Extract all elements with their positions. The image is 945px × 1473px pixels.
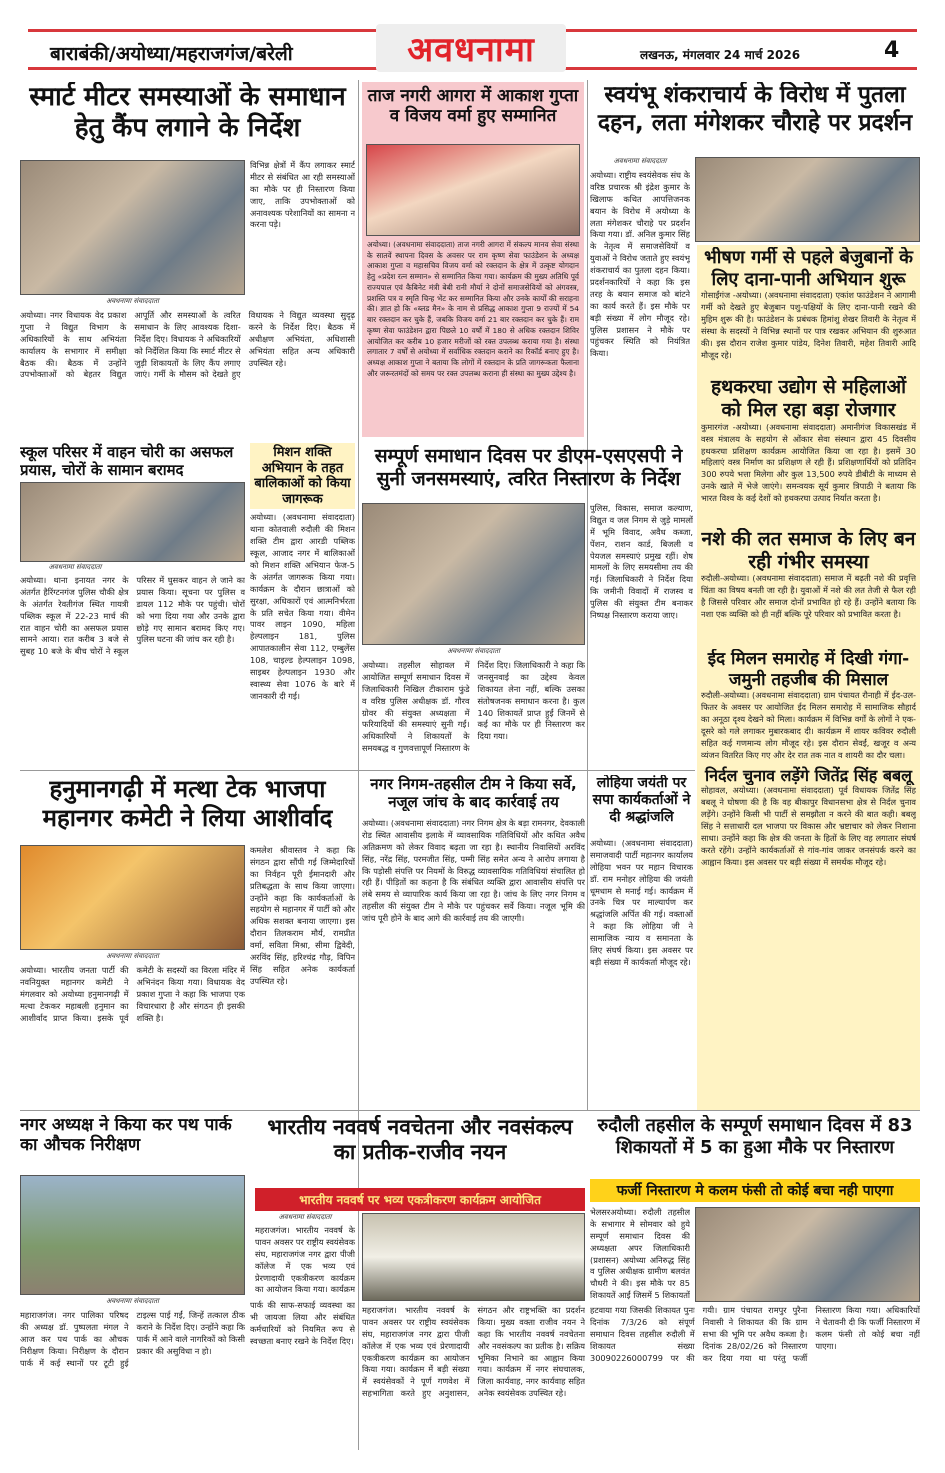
headline-taj: ताज नगरी आगरा में आकाश गुप्ता व विजय वर्मा हुए सम्मानित <box>367 86 579 127</box>
headline-nasha: नशे की लत समाज के लिए बन रही गंभीर समस्या <box>701 527 916 573</box>
headline-samadhan-diwas: सम्पूर्ण समाधान दिवस पर डीएम-एसएसपी ने सुनी जनसमस्याएं, त्वरित निस्तारण के निर्देश <box>374 445 683 490</box>
right-column-briefs <box>697 245 920 1110</box>
byline: अवधनामा संवाददाता <box>278 1213 332 1221</box>
photo-park-inspection <box>20 1175 245 1295</box>
article-side-park: पार्क की साफ-सफाई व्यवस्था का भी जायजा लिया और संबंधित कर्मचारियों को नियमित रूप से स्वच्छता बनाए रखने के निर्देश दिए। <box>250 1300 355 1346</box>
article-side-text: विभिन्न क्षेत्रों में कैंप लगाकर स्मार्ट मीटर से संबंधित आ रही समस्याओं का मौके पर ही निस्तारण किया जाए, ताकि उपभोक्ताओं को अनावश्यक परेशानियों का सामना न करना पड़े। <box>250 160 355 230</box>
photo-award-ceremony <box>366 144 580 236</box>
headline-school-theft: स्कूल परिसर में वाहन चोरी का असफल प्रयास, चोरों के सामान बरामद <box>20 443 234 479</box>
article-body-nazul: अयोध्या। (अवधनामा संवाददाता) नगर निगम क्षेत्र के बड़ा रामनगर, देवकाली रोड स्थित आवासीय इलाके में व्यावसायिक गतिविधियों और कथित अवैध अतिक्रमण को लेकर विवाद बढ़ता जा रहा है। स्थानीय निवासियों अरविंद सिंह, नरेंद्र सिंह, परमजीत सिंह, पम्मी सिंह समेत अन्य ने आरोप लगाया है कि पड़ोसी संपत्ति पर नियमों के विरुद्ध व्यावसायिक गतिविधियां संचालित हो रही हैं। पीड़ितों का कहना है कि संबंधित व्यक्ति द्वारा आवासीय संपत्ति पर लंबे समय से व्यापारिक कार्य किया जा रहा है। जांच के लिए नगर निगम व तहसील की संयुक्त टीम ने मौके पर पहुंचकर सर्वे किया। नजूल भूमि की जांच पूरी होने के बाद आगे की कार्रवाई तय की जाएगी। <box>362 818 585 924</box>
photo-tehsil-meeting <box>695 1207 920 1302</box>
photo-credit: अवधनामा संवाददाता <box>48 563 102 571</box>
article-side-hanuman: कमलेश श्रीवास्तव ने कहा कि संगठन द्वारा सौंपी गई जिम्मेदारियों का निर्वहन पूरी ईमानदारी और प्रतिबद्धता के साथ किया जाएगा। उन्होंने कहा कि कार्यकर्ताओं के सहयोग से महानगर में पार्टी को और अधिक सशक्त बनाया जाएगा। इस दौरान तिलकराम मौर्य, रामप्रीत वर्मा, सविता मिश्रा, सीमा द्विवेदी, अरविंद सिंह, हरिश्चंद्र गौड़, विपिन सिंह सहित अनेक कार्यकर्ता उपस्थित रहे। <box>250 845 355 986</box>
headline-eid: ईद मिलन समारोह में दिखी गंगा-जमुनी तहजीब की मिसाल <box>707 649 910 690</box>
headline-shankaracharya: स्वयंभू शंकराचार्य के विरोध में पुतला दहन, लता मंगेशकर चौराहे पर प्रदर्शन <box>597 82 913 136</box>
article-body-taj: अयोध्या। (अवधनामा संवाददाता) ताज नगरी आगरा में संकल्प मानव सेवा संस्था के सातवें स्थापना दिवस के अवसर पर राम कृष्ण सेवा फाउंडेशन के अध्यक्ष आकाश गुप्ता व महासचिव विजय वर्मा को रक्तदान के क्षेत्र में उत्कृष्ट योगदान हेतु «प्रदेश रत्न सम्मान» से सम्मानित किया गया। कार्यक्रम की मुख्य अतिथि पूर्व राज्यपाल एवं कैबिनेट मंत्री बेबी रानी मौर्या ने दोनों समाजसेवियों को अंगवस्त्र, प्रशस्ति पत्र व स्मृति चिन्ह भेंट कर सम्मानित किया और उनके कार्यों की सराहना की। ज्ञात हो कि «ब्लड मैन» के नाम से प्रसिद्ध आकाश गुप्ता 9 राज्यों में 54 बार रक्तदान कर चुके हैं, जबकि विजय वर्मा 21 बार रक्तदान कर चुके हैं। राम कृष्ण सेवा फाउंडेशन द्वारा पिछले 10 वर्षों में 180 से अधिक रक्तदान शिविर आयोजित कर करीब 10 हजार मरीजों को रक्त उपलब्ध कराया गया है। संस्था लगातार 7 वर्षों से अयोध्या में सर्वाधिक रक्तदान कराने का रिकॉर्ड बनाए हुए है। अध्यक्ष आकाश गुप्ता ने बताया कि लोगों में रक्तदान के प्रति जागरूकता फैलाना और जरूरतमंदों को समय पर रक्त उपलब्ध कराना ही संस्था का मुख्य उद्देश्य है। <box>367 240 579 378</box>
photo-public-hearing <box>362 503 585 645</box>
article-body-hathkargha: कुमारगंज -अयोध्या। (अवधनामा संवाददाता) अमानीगंज विकासखंड में वस्त्र मंत्रालय के सहयोग से ओंकार सेवा संस्थान द्वारा 45 दिवसीय हथकरघा प्रशिक्षण कार्यक्रम आयोजित किया जा रहा है। इसमें 30 महिलाएं वस्त्र निर्माण का प्रशिक्षण ले रही हैं। प्रशिक्षणार्थियों को प्रतिदिन 300 रुपये भत्ता मिलेगा और कुल 13,500 रुपये डीबीटी के माध्यम से उनके खाते में भेजे जाएंगे। समन्वयक सूर्य कुमार त्रिपाठी ने बताया कि भारत विश्व के कई देशों को हथकरघा उत्पाद निर्यात करता है। <box>701 421 916 504</box>
article-taj <box>362 82 584 437</box>
page-number: 4 <box>884 38 900 63</box>
photo-credit: अवधनामा संवाददाता <box>447 647 500 655</box>
photo-credit: अवधनामा संवाददाता <box>106 952 159 960</box>
subheadline-navvarsh: भारतीय नववर्ष पर भव्य एकत्रीकरण कार्यक्रम आयोजित <box>255 1188 585 1211</box>
headline-park-inspection: नगर अध्यक्ष ने किया कर पथ पार्क का औचक निरीक्षण <box>20 1115 232 1156</box>
headline-lohia-jayanti: लोहिया जयंती पर सपा कार्यकर्ताओं ने दी श्रद्धांजलि <box>592 775 691 825</box>
headline-hanumangarhi: हनुमानगढ़ी में मत्था टेक भाजपा महानगर कमेटी ने लिया आशीर्वाद <box>42 775 333 832</box>
article-body-park: महाराजगंज। नगर पालिका परिषद की अध्यक्ष डॉ. पुष्पलता मंगल ने आज कर पथ पार्क का औचक निरीक्षण किया। निरीक्षण के दौरान पार्क में कई स्थानों पर टूटी हुई टाइल्स पाई गईं, जिन्हें तत्काल ठीक कराने के निर्देश दिए। उन्होंने कहा कि पार्क में आने वाले नागरिकों को किसी प्रकार की असुविधा न हो। <box>20 1310 245 1368</box>
article-body-lohia: अयोध्या। (अवधनामा संवाददाता) समाजवादी पार्टी महानगर कार्यालय लोहिया भवन पर महान विचारक डॉ. राम मनोहर लोहिया की जयंती धूमधाम से मनाई गई। कार्यक्रम में उनके चित्र पर माल्यार्पण कर श्रद्धांजलि अर्पित की गई। वक्ताओं ने कहा कि लोहिया जी ने सामाजिक न्याय व समानता के लिए संघर्ष किया। इस अवसर पर बड़ी संख्या में कार्यकर्ता मौजूद रहे। <box>590 838 693 967</box>
article-body-hanuman: अयोध्या। भारतीय जनता पार्टी की नवनियुक्त महानगर कमेटी ने मंगलवार को अयोध्या हनुमानगढ़ी में मत्था टेककर महाबली हनुमान का आशीर्वाद प्राप्त किया। इसके पूर्व कमेटी के सदस्यों का विरला मंदिर में अभिनंदन किया गया। विधायक वेद प्रकाश गुप्ता ने कहा कि भाजपा एक विचारधारा है और संगठन ही इसकी शक्ति है। <box>20 965 245 1023</box>
article-body-nasha: रुदौली-अयोध्या। (अवधनामा संवाददाता) समाज में बढ़ती नशे की प्रवृत्ति चिंता का विषय बनती जा रही है। युवाओं में नशे की लत तेजी से फैल रही है जिससे परिवार और समाज दोनों प्रभावित हो रहे हैं। उन्होंने बताया कि नशा एक व्यक्ति को ही नहीं बल्कि पूरे परिवार को प्रभावित करता है। <box>701 573 916 620</box>
photo-credit: अवधनामा संवाददाता <box>106 1297 159 1305</box>
photo-police-inspection <box>20 482 245 562</box>
article-body-samadhan: अयोध्या। तहसील सोहावल में आयोजित सम्पूर्ण समाधान दिवस में जिलाधिकारी निखिल टीकाराम फुंडे व वरिष्ठ पुलिस अधीक्षक डॉ. गौरव ग्रोवर की संयुक्त अध्यक्षता में फरियादियों की समस्याएं सुनी गईं। अधिकारियों ने शिकायतों के समयबद्ध व गुणवत्तापूर्ण निस्तारण के निर्देश दिए। जिलाधिकारी ने कहा कि जनसुनवाई का उद्देश्य केवल शिकायत लेना नहीं, बल्कि उसका संतोषजनक समाधान करना है। कुल 140 शिकायतें प्राप्त हुईं जिनमें से कई का मौके पर ही निस्तारण कर दिया गया। <box>362 660 585 754</box>
photo-effigy-protest <box>695 157 920 242</box>
photo-rss-gathering <box>362 1213 585 1301</box>
headline-mission-shakti: मिशन शक्ति अभियान के तहत बालिकाओं को किया जागरूक <box>250 443 355 509</box>
masthead-logo <box>376 24 566 72</box>
article-side-rudauli: भेलसरअयोध्या। रुदौली तहसील के सभागार मे सोमवार को हुये सम्पूर्ण समाधान दिवस की अध्यक्षता अपर जिलाधिकारी (प्रशासन) अयोध्या अनिरुद्ध सिंह व पुलिस अधीक्षक ग्रामीण बलवंत चौधरी ने की। इस मौके पर 85 शिकायतें आईं जिसमें 5 शिकायतों <box>590 1207 690 1301</box>
issue-date: लखनऊ, मंगलवार 24 मार्च 2026 <box>640 48 801 62</box>
headline-hathkargha: हथकरघा उद्योग से महिलाओं को मिल रहा बड़ा रोजगार <box>710 376 907 421</box>
photo-smart-meter-meeting <box>20 160 245 295</box>
article-body-mission-shakti: अयोध्या। (अवधनामा संवाददाता) थाना कोतवाली रुदौली की मिशन शक्ति टीम द्वारा आरडी पब्लिक स्कूल, आजाद नगर में बालिकाओं को मिशन शक्ति अभियान फेज-5 के अंतर्गत जागरूक किया गया। कार्यक्रम के दौरान छात्राओं को सुरक्षा, अधिकारों एवं आत्मनिर्भरता के प्रति सचेत किया गया। वीमेन पावर लाइन 1090, महिला हेल्पलाइन 181, पुलिस आपातकालीन सेवा 112, एम्बुलेंस 108, चाइल्ड हेल्पलाइन 1098, साइबर हेल्पलाइन 1930 और स्वास्थ्य सेवा 1076 के बारे में जानकारी दी गई। <box>250 512 355 701</box>
article-body-eid: रुदौली-अयोध्या। (अवधनामा संवाददाता) ग्राम पंचायत रौनाही में ईद-उल-फितर के अवसर पर आयोजित ईद मिलन समारोह में सामाजिक सौहार्द का अनूठा दृश्य देखने को मिला। कार्यक्रम में विभिन्न वर्गों के लोगों ने एक-दूसरे को गले लगाकर मुबारकबाद दी। कार्यक्रम में शायर कविवर रुदौली सहित कई गणमान्य लोग मौजूद रहे। इस दौरान सेवईं, खजूर व अन्य व्यंजन वितरित किए गए और देर रात तक नात व शायरी का दौर चला। <box>701 690 916 760</box>
headline-smart-meter: स्मार्ट मीटर समस्याओं के समाधान हेतु कैंप लगाने के निर्देश <box>29 82 346 144</box>
headline-nazul-survey: नगर निगम-तहसील टीम ने किया सर्वे, नजूल जांच के बाद कार्रवाई तय <box>370 775 577 811</box>
article-body-shankaracharya: अयोध्या। राष्ट्रीय स्वयंसेवक संघ के वरिष्ठ प्रचारक श्री इंद्रेश कुमार के खिलाफ कथित आपत्तिजनक बयान के विरोध में अयोध्या के लता मंगेशकर चौराहे पर प्रदर्शन किया गया। डॉ. अनिल कुमार सिंह के नेतृत्व में समाजसेवियों व युवाओं ने विरोध जताते हुए स्वयंभू शंकराचार्य का पुतला दहन किया। प्रदर्शनकारियों ने कहा कि इस तरह के बयान समाज को बांटने का कार्य करते हैं। इस मौके पर बड़ी संख्या में लोग मौजूद रहे। पुलिस प्रशासन ने मौके पर पहुंचकर स्थिति को नियंत्रित किया। <box>590 170 690 359</box>
article-body-garmi: गोसाईंगंज -अयोध्या। (अवधनामा संवाददाता) एकांश फाउंडेशन ने आगामी गर्मी को देखते हुए बेजुबान पशु-पक्षियों के लिए दाना-पानी रखने की मुहिम शुरू की है। फाउंडेशन के प्रबंधक हिमांशु शेखर तिवारी के नेतृत्व में संस्था के सदस्यों ने विभिन्न स्थानों पर पात्र रखकर अभियान की शुरुआत की। इस दौरान राजेश कुमार पांडेय, दिनेश तिवारी, महेश तिवारी आदि मौजूद रहे। <box>701 290 916 360</box>
headline-bablu: निर्दल चुनाव लड़ेंगे जितेंद्र सिंह बबलू <box>705 766 912 786</box>
edition-regions: बाराबंकी/अयोध्या/महराजगंज/बरेली <box>50 43 293 65</box>
article-body-smart-meter: अयोध्या। नगर विधायक वेद प्रकाश गुप्ता ने विद्युत विभाग के अधिकारियों के साथ अभियंता कार्यालय के सभागार में समीक्षा बैठक की। बैठक में उन्होंने उपभोक्ताओं को बेहतर विद्युत आपूर्ति और समस्याओं के त्वरित समाधान के लिए आवश्यक दिशा-निर्देश दिए। विधायक ने अधिकारियों को निर्देशित किया कि स्मार्ट मीटर से जुड़ी शिकायतों के लिए कैंप लगाए जाएं। गर्मी के मौसम को देखते हुए विधायक ने विद्युत व्यवस्था सुदृढ़ करने के निर्देश दिए। बैठक में अधीक्षण अभियंता, अधिशासी अभियंता सहित अन्य अधिकारी उपस्थित रहे। <box>20 310 355 380</box>
logo-text: अवधनामा <box>407 30 535 70</box>
headline-navvarsh: भारतीय नववर्ष नवचेतना और नवसंकल्प का प्रतीक-राजीव नयन <box>267 1115 573 1165</box>
article-body-navvarsh-cont: महराजगंज। भारतीय नववर्ष के पावन अवसर पर राष्ट्रीय स्वयंसेवक संघ, महाराजगंज नगर द्वारा पीजी कॉलेज में एक भव्य एवं प्रेरणादायी एकत्रीकरण कार्यक्रम का आयोजन किया गया। कार्यक्रम में बड़ी संख्या में स्वयंसेवकों ने पूर्ण गणवेश में सहभागिता करते हुए अनुशासन, संगठन और राष्ट्रभक्ति का प्रदर्शन किया। मुख्य वक्ता राजीव नयन ने कहा कि भारतीय नववर्ष नवचेतना और नवसंकल्प का प्रतीक है। सक्रिय भूमिका निभाने का आह्वान किया गया। कार्यक्रम में नगर संघचालक, जिला कार्यवाह, नगर कार्यवाह सहित अनेक स्वयंसेवक उपस्थित रहे। <box>362 1305 585 1399</box>
article-side-samadhan: पुलिस, विकास, समाज कल्याण, विद्युत व जल निगम से जुड़े मामलों में भूमि विवाद, अवैध कब्जा, पेंशन, राशन कार्ड, बिजली व पेयजल समस्याएं प्रमुख रहीं। शेष मामलों के लिए समयसीमा तय की गई। जिलाधिकारी ने निर्देश दिया कि जमीनी विवादों में राजस्व व पुलिस की संयुक्त टीम बनाकर निष्पक्ष निस्तारण कराया जाए। <box>590 503 693 621</box>
article-body-bablu: सोहावल, अयोध्या। (अवधनामा संवाददाता) पूर्व विधायक जितेंद्र सिंह बबलू ने घोषणा की है कि वह बीकापुर विधानसभा क्षेत्र से निर्दल चुनाव लड़ेंगे। उन्होंने किसी भी पार्टी से समझौता न करने की बात कही। बबलू सिंह ने सत्ताधारी दल भाजपा पर विकास और भ्रष्टाचार को लेकर निशाना साधा। उन्होंने कहा कि क्षेत्र की जनता के हितों के लिए वह लगातार संघर्ष करते रहेंगे। उन्होंने कार्यकर्ताओं से गांव-गांव जाकर जनसंपर्क करने का आह्वान किया। इस अवसर पर बड़ी संख्या में समर्थक मौजूद रहे। <box>701 785 916 867</box>
byline: अवधनामा संवाददाता <box>613 157 667 165</box>
article-mission-shakti <box>250 443 355 765</box>
article-body-school: अयोध्या। थाना इनायत नगर के अंतर्गत हैरिंग्टनगंज पुलिस चौकी क्षेत्र के अंतर्गत रेवतीगंज स्थित गायत्री पब्लिक स्कूल में 22-23 मार्च की रात वाहन चोरी का असफल प्रयास सामने आया। रात करीब 3 बजे से सुबह 10 बजे के बीच चोरों ने स्कूल परिसर में घुसकर वाहन ले जाने का प्रयास किया। सूचना पर पुलिस व डायल 112 मौके पर पहुंची। चोरों को भगा दिया गया और उनके द्वारा छोड़े गए सामान बरामद किए गए। पुलिस घटना की जांच कर रही है। <box>20 575 245 657</box>
headline-rudauli-samadhan: रुदौली तहसील के सम्पूर्ण समाधान दिवस में 83 शिकायतों में 5 का हुआ मौके पर निस्तारण <box>597 1115 913 1158</box>
article-body-navvarsh: महराजगंज। भारतीय नववर्ष के पावन अवसर पर राष्ट्रीय स्वयंसेवक संघ, महाराजगंज नगर द्वारा पीजी कॉलेज में एक भव्य एवं प्रेरणादायी एकत्रीकरण कार्यक्रम का आयोजन किया गया। कार्यक्रम <box>255 1225 355 1295</box>
headline-garmi: भीषण गर्मी से पहले बेजुबानों के लिए दाना-पानी अभियान शुरू <box>704 247 913 290</box>
photo-credit: अवधनामा संवाददाता <box>106 297 159 305</box>
photo-bjp-committee <box>20 845 245 950</box>
subheadline-rudauli: फर्जी निस्तारण मे कलम फंसी तो कोई बचा नही पाएगा <box>590 1179 920 1202</box>
article-body-rudauli: हटवाया गया जिसकी शिकायत पुनः दिनांक 7/3/26 को संपूर्ण समाधान दिवस तहसील रुदौली में शिकायत संख्या 30090226000799 पर की गयी। ग्राम पंचायत रामपुर पुरैना निवासी ने शिकायत की कि ग्राम सभा की भूमि पर अवैध कब्जा है। दिनांक 28/02/26 को निस्तारण कर दिया गया था परंतु फर्जी निस्तारण किया गया। अधिकारियों ने चेतावनी दी कि फर्जी निस्तारण में कलम फंसी तो कोई बचा नहीं पाएगा। <box>590 1305 920 1363</box>
